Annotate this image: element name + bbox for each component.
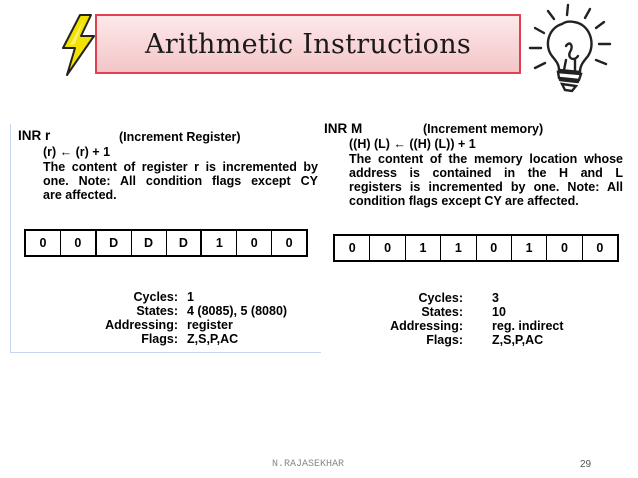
opcode-bit-pattern — [24, 229, 308, 257]
detail-value: Z,S,P,AC — [187, 332, 239, 346]
description-line: The content of register r is incremented by — [43, 160, 318, 174]
description-line: one. Note: All condition flags except CY — [43, 174, 318, 188]
detail-key: States: — [136, 304, 178, 318]
detail-value: register — [187, 318, 233, 332]
detail-key: Addressing: — [105, 318, 178, 332]
detail-value: 10 — [492, 305, 506, 319]
description-line: are affected. — [43, 188, 117, 202]
operation: ((H) (L) ← ((H) (L)) + 1 — [349, 137, 476, 151]
detail-value: 4 (8085), 5 (8080) — [187, 304, 288, 318]
detail-key: States: — [421, 305, 463, 319]
title-banner — [95, 14, 521, 74]
page-title: Arithmetic Instructions — [144, 28, 472, 60]
description-line: address is contained in the H and L — [349, 166, 623, 180]
footer-author: N.RAJASEKHAR — [272, 459, 345, 470]
opcode-bit: 1 — [405, 236, 440, 260]
inr-m-panel — [321, 117, 626, 353]
detail-key: Cycles: — [418, 291, 463, 305]
description-line: The content of the memory location whose — [349, 152, 623, 166]
opcode-bit: 0 — [546, 236, 581, 260]
opcode-bit: 0 — [476, 236, 511, 260]
opcode-bit: D — [131, 231, 166, 255]
opcode-bit: 1 — [511, 236, 546, 260]
instruction-description: (Increment Register) — [119, 130, 241, 144]
opcode-bit: 1 — [440, 236, 475, 260]
detail-value: 3 — [492, 291, 499, 305]
instruction-mnemonic: INR M — [324, 121, 363, 136]
opcode-bit: 0 — [348, 241, 356, 255]
inr-r-panel — [10, 124, 322, 353]
detail-value: 1 — [187, 290, 194, 304]
opcode-bit: 0 — [236, 231, 271, 255]
opcode-bit: D — [166, 231, 201, 255]
opcode-bit: 0 — [271, 231, 306, 255]
detail-key: Cycles: — [133, 290, 178, 304]
opcode-bit: 1 — [200, 231, 236, 255]
instruction-description: (Increment memory) — [423, 122, 544, 136]
detail-value: reg. indirect — [492, 319, 564, 333]
detail-key: Flags: — [426, 333, 463, 347]
description-line: registers is incremented by one. Note: All — [349, 180, 623, 194]
operation: (r) ← (r) + 1 — [43, 145, 111, 159]
opcode-bit: 0 — [60, 231, 95, 255]
opcode-bit: D — [95, 231, 131, 255]
detail-key: Addressing: — [390, 319, 463, 333]
detail-key: Flags: — [141, 332, 178, 346]
description-line: condition flags except CY are affected. — [349, 194, 579, 208]
opcode-bit: 0 — [369, 236, 404, 260]
lightning-bolt-icon — [58, 14, 98, 76]
detail-value: Z,S,P,AC — [492, 333, 544, 347]
page-number: 29 — [580, 459, 592, 470]
opcode-bit: 0 — [582, 236, 617, 260]
opcode-bit-pattern — [333, 234, 619, 262]
light-bulb-icon — [522, 2, 622, 94]
opcode-bit: 0 — [39, 236, 47, 250]
instruction-mnemonic: INR r — [18, 128, 51, 143]
